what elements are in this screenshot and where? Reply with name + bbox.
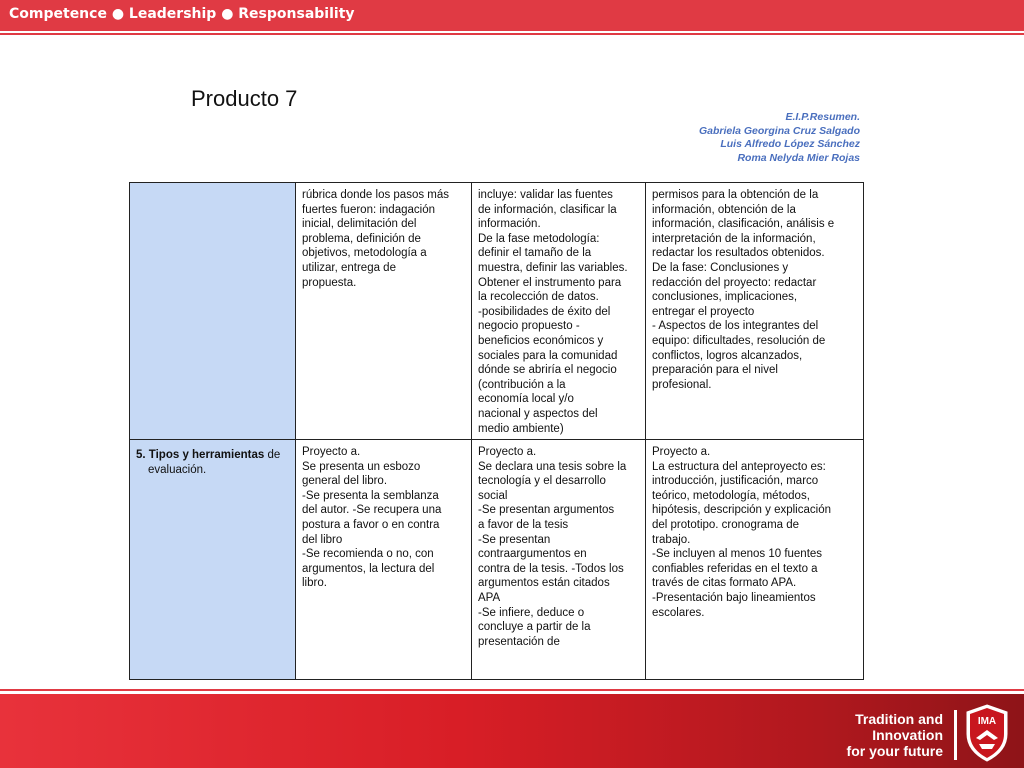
criterion-title: 5. Tipos y herramientas (136, 449, 265, 462)
table-cell: Proyecto a. La estructura del anteproyecto es: introducción, justificación, marco teórico, metodología, métodos, hipótesis, descripción y explicación del prototipo. cronograma de trabajo. -Se incluyen al menos 10 fuentes confiables referidas en el texto a través de citas formato APA. -Presentación bajo lineamientos escolares. (646, 440, 864, 680)
criterion-cell (130, 440, 296, 680)
table-cell: permisos para la obtención de la información, obtención de la información, clasificación, análisis e interpretación de la información, redactar los resultados obtenidos. De la fase: Conclusiones y redacción del proyecto: redactar conclusiones, implicaciones, entregar el proyecto - Aspectos de los integrantes del equipo: dificultades, resolución de conflictos, logros alcanzados, preparación para el nivel profesional. (646, 183, 864, 440)
footer-divider (0, 689, 1024, 691)
header-divider (0, 33, 1024, 35)
footer-separator (954, 710, 957, 760)
authors-block (560, 111, 860, 165)
footer-bar (0, 694, 1024, 768)
table-cell: Proyecto a. Se presenta un esbozo general del libro. -Se presenta la semblanza del autor. -Se recupera una postura a favor o en contra del libro -Se recomienda o no, con argumentos, la lectura del libro. (296, 440, 472, 680)
criterion-cell (130, 183, 296, 440)
table-cell: Proyecto a. Se declara una tesis sobre la tecnología y el desarrollo social -Se presentan argumentos a favor de la tesis -Se presentan contraargumentos en contra de la tesis. -Todos los argumentos están citados APA -Se infiere, deduce o concluye a partir de la presentación de (472, 440, 646, 680)
table-cell: rúbrica donde los pasos más fuertes fueron: indagación inicial, delimitación del problema, definición de objetivos, metodología a utilizar, entrega de propuesta. (296, 183, 472, 440)
table-row (130, 440, 864, 680)
logo-text: IMA (977, 716, 997, 727)
author-name: Roma Nelyda Mier Rojas (737, 151, 860, 164)
table-cell: incluye: validar las fuentes de información, clasificar la información. De la fase metodología: definir el tamaño de la muestra, definir las variables. Obtener el instrumento para la recolección de datos. -posibilidades de éxito del negocio propuesto - beneficios económicos y sociales para la comunidad dónde se abriría el negocio (contribución a la economía local y/o nacional y aspectos del medio ambiente) (472, 183, 646, 440)
author-name: Gabriela Georgina Cruz Salgado (698, 124, 860, 137)
rubric-table (129, 182, 864, 680)
author-name: Luis Alfredo López Sánchez (720, 138, 860, 150)
authors-heading: E.I.P.Resumen. (785, 111, 860, 123)
header-bar (0, 0, 1024, 31)
table-row (130, 183, 864, 440)
header-motto: Competence ● Leadership ● Responsability (9, 6, 355, 22)
criterion-title-suffix: de (267, 449, 281, 462)
slide-title: Producto 7 (191, 86, 298, 111)
criterion-subtitle: evaluación. (148, 464, 207, 477)
ima-shield-logo (965, 704, 1009, 762)
footer-tagline: Tradition and Innovation for your future (846, 711, 943, 759)
